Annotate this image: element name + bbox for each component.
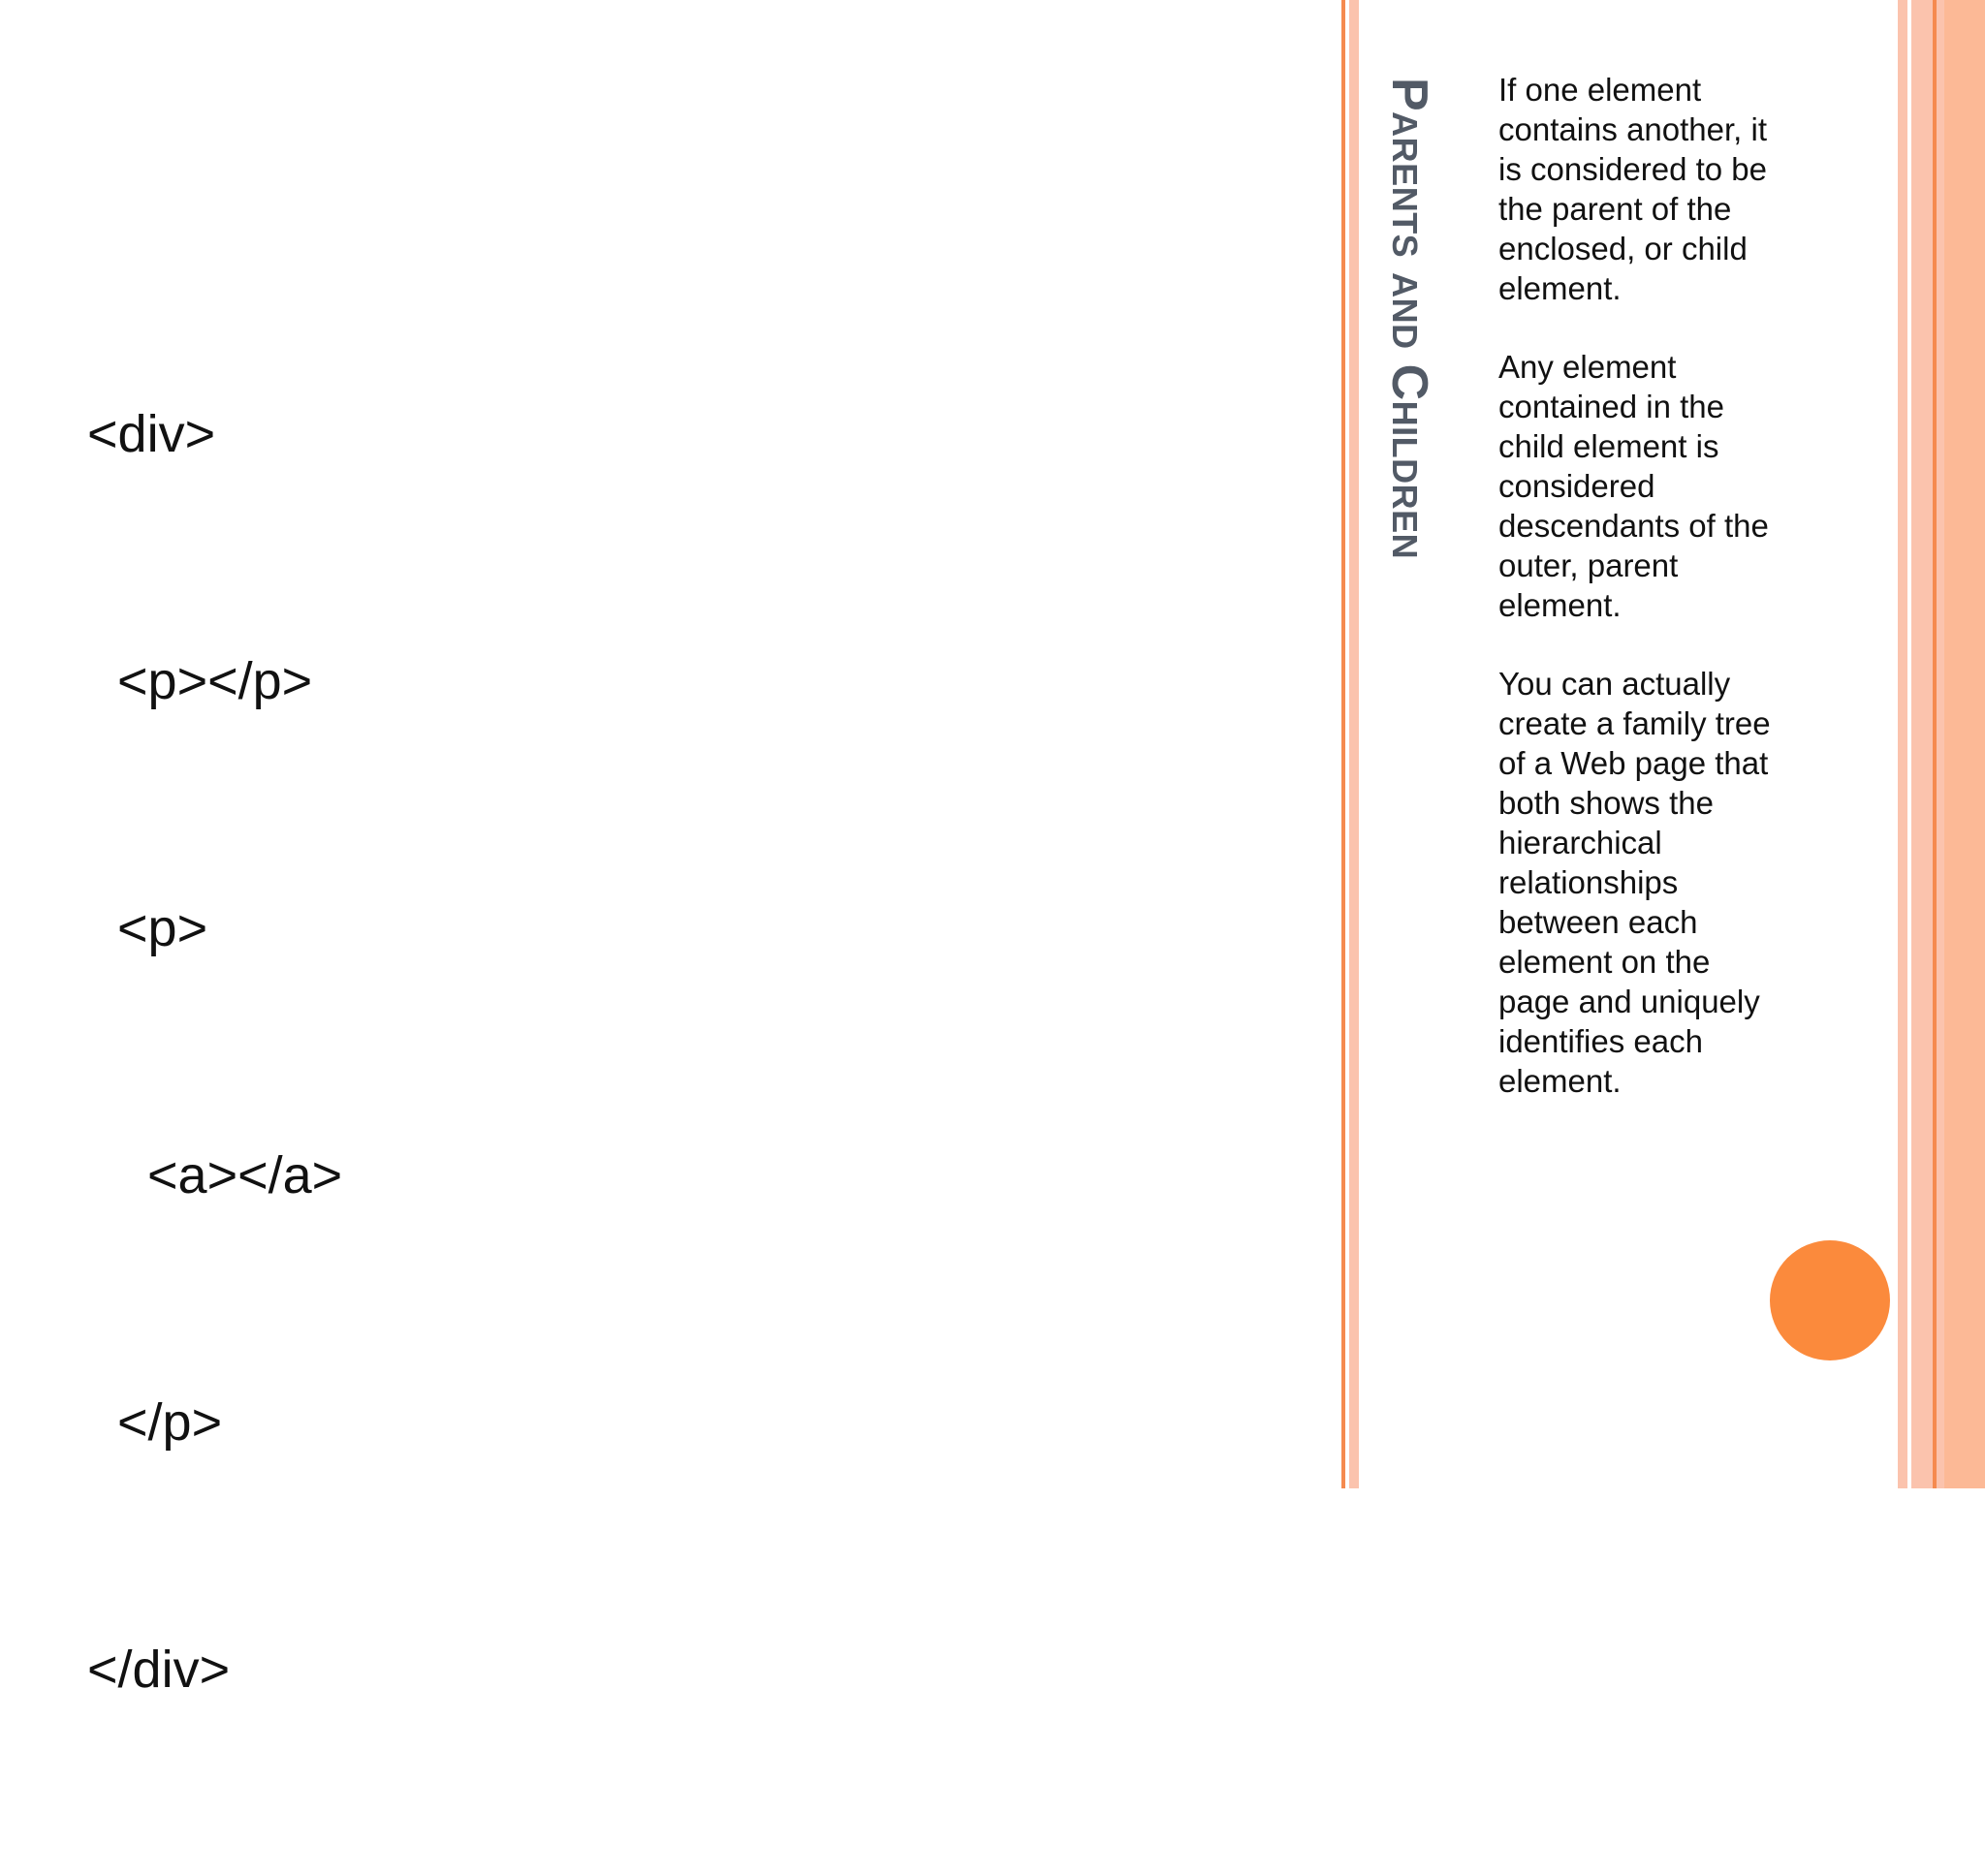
- body-text: [1498, 70, 1789, 1140]
- code-line-div-open: <div>: [87, 405, 216, 463]
- decorative-stripe-left-outer: [1341, 0, 1345, 1488]
- decorative-stripe-right-edge: [1944, 0, 1985, 1488]
- code-line-p-open: <p>: [117, 899, 208, 957]
- paragraph-family-tree: You can actually create a family tree of a Web page that both shows the hierarchical relationships between each element on the page and uniquely identifies each element.: [1498, 666, 1771, 1099]
- code-line-p-empty: <p></p>: [117, 652, 313, 710]
- orange-circle-icon: [1770, 1240, 1890, 1360]
- decorative-stripe-right-accent: [1933, 0, 1937, 1488]
- slide-title-container: [1382, 78, 1440, 659]
- code-line-anchor: <a></a>: [147, 1146, 343, 1204]
- code-example: [87, 229, 342, 1876]
- paragraph-parent-definition: If one element contains another, it is considered to be the parent of the enclosed, or child element.: [1498, 72, 1768, 306]
- code-line-div-close: </div>: [87, 1641, 231, 1699]
- paragraph-descendants: Any element contained in the child element is considered descendants of the outer, parent element.: [1498, 349, 1769, 623]
- code-line-p-close: </p>: [117, 1393, 223, 1452]
- decorative-stripe-right-inner: [1898, 0, 1907, 1488]
- decorative-stripe-left-inner: [1349, 0, 1359, 1488]
- slide-title: Parents and Children: [1381, 78, 1437, 560]
